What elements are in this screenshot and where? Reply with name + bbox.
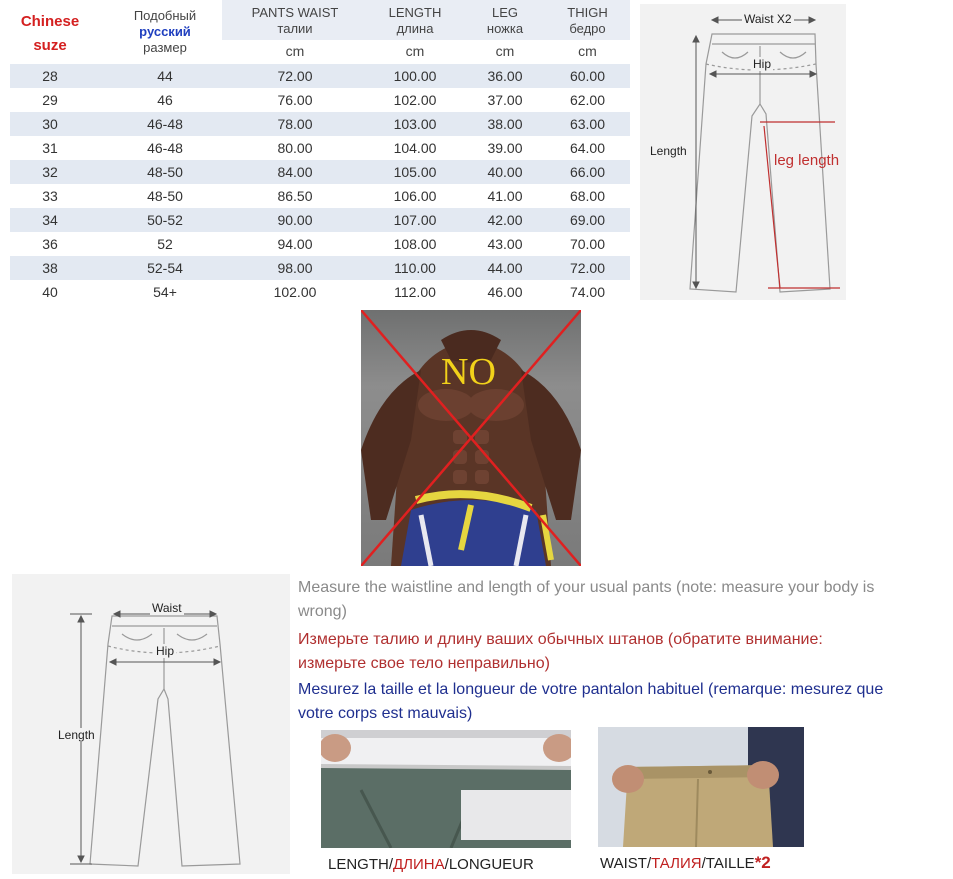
table-cell: 98.00 [277,260,313,276]
waist-x2-label: Waist X2 [744,12,792,26]
measure-instructions [298,576,888,726]
table-cell: 103.00 [393,116,437,132]
waist-measure-photo [598,727,804,847]
table-cell: 90.00 [277,212,313,228]
table-cell: 86.50 [277,188,313,204]
waist-caption [600,853,771,873]
hip-label-bottom: Hip [156,644,175,658]
table-cell: 52-54 [147,260,183,276]
table-cell: 46 [157,92,173,108]
table-cell: 110.00 [394,260,436,276]
table-cell: 40.00 [487,164,523,180]
table-row [10,256,630,280]
table-cell: 54+ [153,284,177,300]
table-cell: 84.00 [277,164,313,180]
units-row [10,40,630,62]
table-cell: 46-48 [147,140,183,156]
waist-label-bottom: Waist [152,601,182,615]
table-cell: 108.00 [393,236,437,252]
table-cell: 40 [42,284,58,300]
header-waist-line2: талии [277,21,313,36]
table-cell: 63.00 [569,116,606,132]
table-row [10,88,630,112]
table-cell: 106.00 [393,188,437,204]
table-cell: 78.00 [277,116,313,132]
header-chinese-line1: Chinese [20,13,80,30]
table-cell: 76.00 [277,92,313,108]
unit-leg: cm [495,43,515,59]
pants-waist-illustration [598,727,804,847]
table-cell: 29 [42,92,58,108]
table-cell: 43.00 [487,236,523,252]
length-caption-en: LENGTH [328,856,389,873]
table-cell: 102.00 [273,284,317,300]
waist-caption-ru: ТАЛИЯ [651,855,702,872]
length-caption-sep2: / [444,856,449,873]
header-russian-line3: размер [143,40,187,55]
table-cell: 32 [42,164,58,180]
table-row [10,64,630,88]
header-length-line2: длина [396,21,434,36]
table-cell: 46-48 [147,116,183,132]
header-thigh-line1: THIGH [567,5,608,20]
table-cell: 52 [157,236,173,252]
header-waist-line1: PANTS WAIST [251,5,339,20]
table-cell: 64.00 [569,140,606,156]
unit-waist: cm [285,43,305,59]
pants-diagram-bottom [12,574,290,874]
length-measure-photo [321,730,571,848]
table-cell: 33 [42,188,58,204]
table-cell: 37.00 [487,92,523,108]
table-cell: 30 [42,116,58,132]
table-row [10,136,630,160]
pants-outline-bottom [12,574,290,874]
table-cell: 62.00 [569,92,606,108]
header-leg [465,5,545,37]
table-row [10,184,630,208]
unit-length: cm [405,43,425,59]
table-cell: 72.00 [569,260,606,276]
table-cell: 44.00 [487,260,523,276]
waist-caption-en: WAIST [600,855,647,872]
table-cell: 100.00 [393,68,437,84]
header-pants-waist [235,5,355,37]
no-label: NO [441,351,496,393]
table-row [10,112,630,136]
header-chinese-line2: suze [33,37,67,54]
table-cell: 102.00 [393,92,437,108]
leg-length-label: leg length [774,152,840,169]
table-row [10,232,630,256]
table-cell: 68.00 [569,188,606,204]
table-cell: 70.00 [569,236,606,252]
header-leg-line2: ножка [486,21,524,36]
table-cell: 60.00 [569,68,606,84]
waist-caption-sep2: / [701,855,706,872]
table-cell: 39.00 [487,140,523,156]
length-caption [328,856,534,873]
header-leg-line1: LEG [491,5,518,20]
table-cell: 41.00 [487,188,523,204]
table-cell: 112.00 [394,284,436,300]
table-cell: 48-50 [147,188,183,204]
table-cell: 46.00 [487,284,523,300]
table-cell: 48-50 [147,164,183,180]
table-cell: 74.00 [569,284,606,300]
instruction-english: Measure the waistline and length of your usual pants (note: measure your body is wrong) [298,579,875,620]
length-caption-ru: ДЛИНА [393,856,445,873]
table-cell: 34 [42,212,58,228]
table-row [10,280,630,304]
header-thigh-line2: бедро [569,21,606,36]
wrong-measurement-photo [361,310,581,566]
table-cell: 66.00 [569,164,606,180]
table-cell: 44 [157,68,173,84]
length-caption-fr: LONGUEUR [448,856,534,873]
table-cell: 28 [42,68,58,84]
waist-caption-multiplier: *2 [754,853,771,872]
table-cell: 42.00 [487,212,523,228]
table-cell: 80.00 [277,140,313,156]
length-label-top: Length [650,144,687,158]
jeans-length-illustration [321,730,571,848]
instruction-russian: Измерьте талию и длину ваших обычных штанов (обратите внимание: измерьте свое тело неправильно) [298,631,823,672]
header-russian-line2: русский [139,24,191,39]
table-cell: 36 [42,236,58,252]
hip-label-top: Hip [753,57,772,71]
length-label-bottom: Length [58,728,95,742]
table-cell: 31 [42,140,58,156]
table-row [10,208,630,232]
table-cell: 50-52 [147,212,183,228]
table-cell: 105.00 [393,164,437,180]
waist-caption-sep1: / [646,855,652,872]
table-cell: 94.00 [277,236,313,252]
body-illustration [361,310,581,566]
table-cell: 36.00 [487,68,523,84]
header-russian-line1: Подобный [133,8,197,23]
pants-diagram-top [640,4,846,300]
header-length-line1: LENGTH [388,5,442,20]
instruction-french: Mesurez la taille et la longueur de votre pantalon habituel (remarque: mesurez que votre corps est mauvais) [298,681,884,722]
header-length [365,5,465,37]
table-cell: 104.00 [393,140,437,156]
table-cell: 72.00 [277,68,313,84]
header-thigh [545,5,630,37]
unit-thigh: cm [578,43,597,59]
length-caption-sep1: / [388,856,394,873]
table-cell: 107.00 [393,212,437,228]
waist-caption-fr: TAILLE [705,855,755,872]
table-cell: 38.00 [487,116,523,132]
table-cell: 38 [42,260,58,276]
table-cell: 69.00 [569,212,606,228]
table-row [10,160,630,184]
